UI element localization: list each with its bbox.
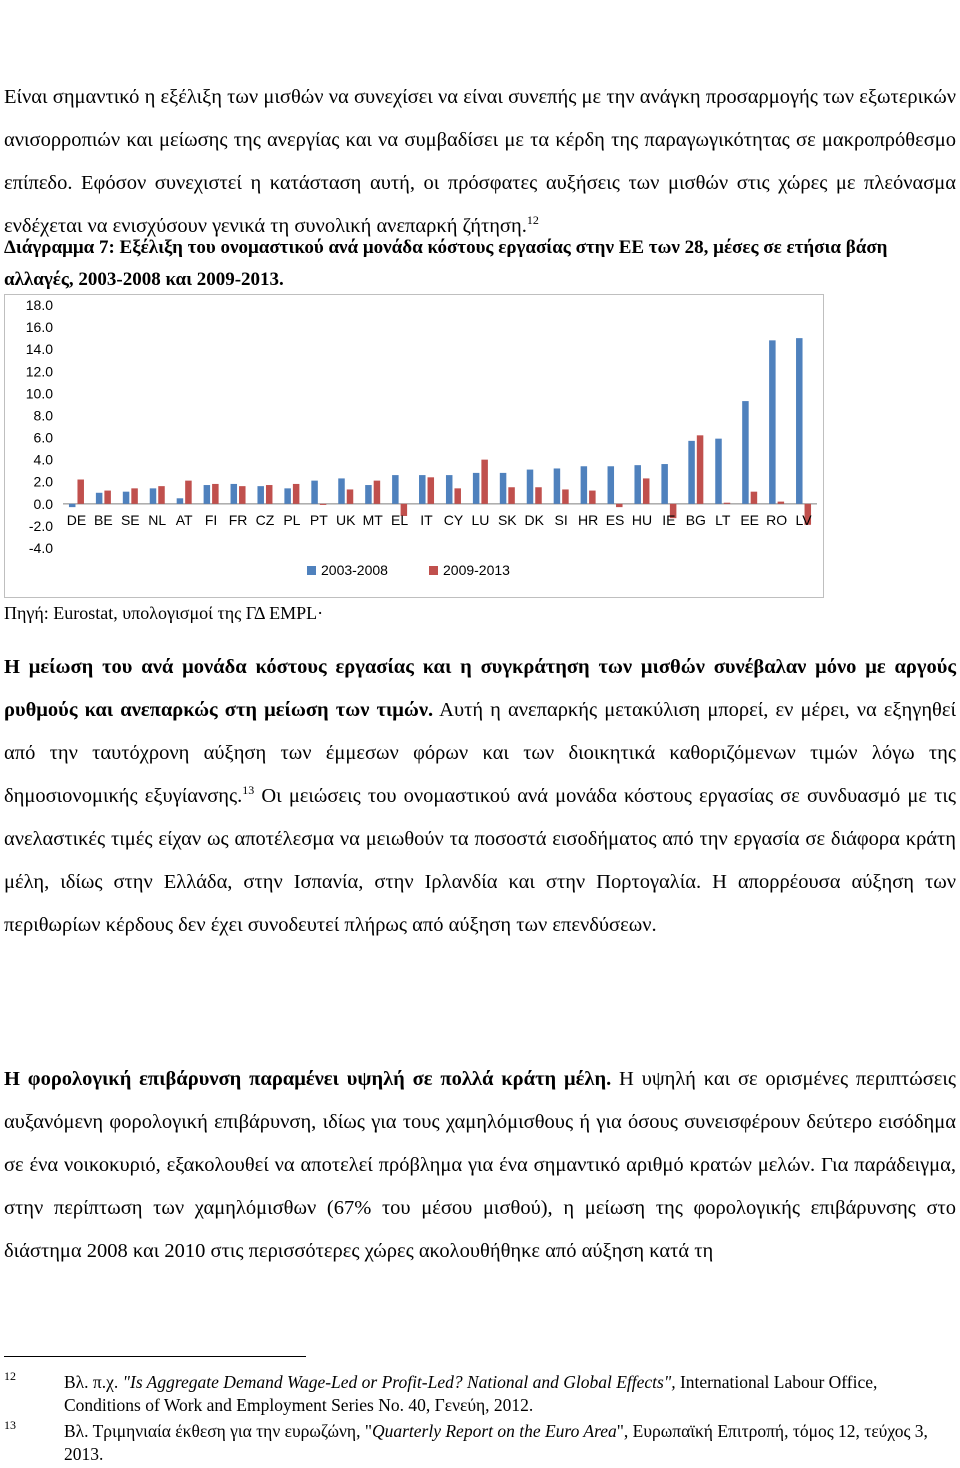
tax-burden-paragraph [4,1058,956,1273]
x-tick-label: PL [283,511,301,528]
bar-ro-2003-2008 [769,340,776,503]
y-tick-label: 16.0 [25,319,53,336]
footnote-text-a: Βλ. π.χ. [64,1372,123,1392]
x-tick-label: CZ [255,511,275,528]
bar-si-2009-2013 [562,489,569,503]
x-tick-label: CY [443,511,464,528]
y-tick-label: 0.0 [33,495,53,512]
bar-be-2009-2013 [104,491,111,504]
bar-bg-2009-2013 [697,435,704,503]
x-tick-label: SE [120,511,140,528]
footnote-number: 13 [4,1418,16,1432]
bar-hr-2009-2013 [589,491,596,504]
y-tick-label: 12.0 [25,363,53,380]
bar-fr-2003-2008 [231,484,238,504]
x-tick-label: SI [554,511,568,528]
bar-chart [5,295,823,597]
y-tick-label: 6.0 [33,429,53,446]
x-tick-label: IE [662,511,676,528]
y-tick-label: 18.0 [25,297,53,313]
x-tick-label: PT [309,511,328,528]
labour-cost-lead: Η μείωση του ανά μονάδα κόστους εργασίας και η συγκράτηση των μισθών συνέβαλαν μόνο με αργούς ρυθμούς και ανεπαρκώς στη μείωση των τιμών. [4,656,956,721]
footnote-12 [4,1371,956,1417]
chart-source: Πηγή: Eurostat, υπολογισμοί της ΓΔ EMPL· [4,603,324,623]
x-tick-label: HR [577,511,599,528]
x-tick-label: BE [94,511,113,528]
x-tick-label: UK [336,511,356,528]
legend-label: 2003-2008 [321,562,388,578]
bar-fi-2009-2013 [212,484,219,504]
bar-cz-2009-2013 [266,485,273,504]
bar-cy-2003-2008 [446,475,453,504]
x-tick-label: LT [715,511,731,528]
bar-lu-2009-2013 [481,460,488,504]
footnote-title: Quarterly Report on the Euro Area [371,1421,617,1441]
x-tick-label: EL [391,511,409,528]
bar-hu-2009-2013 [643,478,650,503]
chart-caption: Διάγραμμα 7: Εξέλιξη του ονομαστικού ανά μονάδα κόστους εργασίας στην ΕΕ των 28, μέσες σε ετήσια βάση αλλαγές, 2003-2008 και 2009-2013. [4,237,888,290]
tax-burden-lead: Η φορολογική επιβάρυνση παραμένει υψηλή σε πολλά κράτη μέλη. [4,1068,612,1090]
footnote-text-a: Βλ. Τριμηνιαία έκθεση για την ευρωζώνη, " [64,1421,372,1441]
tax-burden-text: Η υψηλή και σε ορισμένες περιπτώσεις αυξανόμενη φορολογική επιβάρυνση, ιδίως για τους χαμηλόμισθους ή για όσους συνεισφέρουν δεύτερο εισόδημα σε ένα νοικοκυριό, εξακολουθεί να αποτελεί πρόβλημα για ένα σημαντικό αριθμό κρατών μελών. Για παράδειγμα, στην περίπτωση των χαμηλόμισθων (67% του μέσου μισθού), η μείωση της φορολογικής επιβάρυνσης στο διάστημα 2008 και 2010 στις περισσότερες χώρες ακολουθήθηκε από αύξηση κατά τη [4,1068,956,1262]
bar-se-2003-2008 [123,492,130,504]
labour-cost-paragraph [4,646,956,947]
bar-ee-2009-2013 [751,492,758,504]
bar-nl-2009-2013 [158,486,165,504]
x-tick-label: NL [148,511,167,528]
x-tick-label: LU [471,511,490,528]
bar-es-2003-2008 [608,466,615,504]
bar-lt-2003-2008 [715,439,722,504]
chart-frame [4,294,824,598]
footnote-number: 12 [4,1369,16,1383]
bar-ee-2003-2008 [742,401,749,504]
bar-se-2009-2013 [131,488,138,503]
y-tick-label: 14.0 [25,341,53,358]
bar-uk-2003-2008 [338,478,345,503]
bar-fr-2009-2013 [239,486,246,504]
x-tick-label: DE [66,511,87,528]
x-tick-label: SK [497,511,517,528]
y-tick-label: 10.0 [25,385,53,402]
bar-nl-2003-2008 [150,488,157,503]
bar-lu-2003-2008 [473,473,480,504]
footnote-text-c: International Labour Office, Conditions of Work and Employment Series No. 40, Γενεύη, 2012. [64,1372,878,1415]
x-tick-label: LV [795,511,812,528]
bar-cy-2009-2013 [454,488,461,503]
bar-pt-2009-2013 [320,504,327,505]
bar-bg-2003-2008 [688,441,695,504]
bar-ie-2003-2008 [661,464,668,504]
footnote-13 [4,1420,956,1466]
legend-label: 2009-2013 [443,562,510,578]
bar-it-2009-2013 [428,477,435,504]
bar-uk-2009-2013 [347,489,354,503]
y-tick-label: 8.0 [33,407,53,424]
bar-de-2009-2013 [77,480,84,504]
bar-hu-2003-2008 [634,465,641,504]
bar-si-2003-2008 [554,468,561,503]
bar-dk-2003-2008 [527,470,534,504]
bar-cz-2003-2008 [257,486,264,504]
intro-paragraph [4,76,956,248]
y-tick-label: 2.0 [33,473,53,490]
footnote-text-c: ", Ευρωπαϊκή Επιτροπή, τόμος 12, τεύχος 3, 2013. [64,1421,928,1464]
bar-pl-2003-2008 [284,488,291,503]
bar-mt-2003-2008 [365,485,372,504]
bar-ro-2009-2013 [778,502,785,504]
x-tick-label: DK [524,511,544,528]
intro-text: Είναι σημαντικό η εξέλιξη των μισθών να συνεχίσει να είναι συνεπής με την ανάγκη προσαρμογής των εξωτερικών ανισορροπιών και μείωσης της ανεργίας και να συμβαδίσει με τα κέρδη της παραγωγικότητας σε μακροπρόθεσμο επίπεδο. Εφόσον συνεχιστεί η κατάσταση αυτή, οι πρόσφατες αυξήσεις των μισθών στις χώρες με πλεόνασμα ενδέχεται να ενισχύσουν γενικά τη συνολική ανεπαρκή ζήτηση. [4,86,956,237]
legend-swatch [307,566,316,575]
bar-fi-2003-2008 [204,485,211,504]
bar-sk-2009-2013 [508,487,514,504]
bar-es-2009-2013 [616,504,623,507]
bar-mt-2009-2013 [374,481,381,504]
bar-pl-2009-2013 [293,484,300,504]
footnote-divider [4,1356,306,1357]
x-tick-label: RO [766,511,788,528]
bar-pt-2003-2008 [311,481,318,504]
x-tick-label: IT [420,511,433,528]
x-tick-label: ES [605,511,625,528]
bar-de-2003-2008 [69,504,76,507]
bar-el-2003-2008 [392,475,399,504]
bar-at-2009-2013 [185,481,192,504]
bar-sk-2003-2008 [500,473,507,504]
labour-cost-text-a: Αυτή η ανεπαρκής μετακύλιση μπορεί, εν μέρει, να εξηγηθεί από την ταυτόχρονη αύξηση των έμμεσων φόρων και των διοικητικά καθοριζόμενων τιμών λόγω της δημοσιονομικής εξυγίανσης. [4,699,956,807]
x-tick-label: EE [740,511,760,528]
bar-be-2003-2008 [96,493,103,504]
bar-dk-2009-2013 [535,487,542,504]
bar-it-2003-2008 [419,475,426,504]
x-tick-label: FR [228,511,248,528]
footnote-ref-13[interactable]: 13 [242,783,255,798]
labour-cost-text-b: Οι μειώσεις του ονομαστικού ανά μονάδα κόστους εργασίας σε συνδυασμό με τις ανελαστικές τιμές είχαν ως αποτέλεσμα να μειωθούν τα ποσοστά εισοδήματος από την εργασία σε διάφορα κράτη μέλη, ιδίως στην Ελλάδα, στην Ισπανία, στην Ιρλανδία και στην Πορτογαλία. Η απορρέουσα αύξηση των περιθωρίων κέρδους δεν έχει συνοδευτεί πλήρως από αύξηση των επενδύσεων. [4,785,956,936]
footnote-ref-12[interactable]: 12 [526,213,539,228]
bar-hr-2003-2008 [581,466,588,504]
bar-at-2003-2008 [177,498,184,504]
footnote-text [64,1371,956,1417]
y-tick-label: 4.0 [33,451,53,468]
legend-swatch [429,566,438,575]
x-tick-label: HU [631,511,653,528]
y-tick-label: -4.0 [28,540,53,556]
x-tick-label: AT [175,511,193,528]
footnote-text [64,1420,956,1466]
x-tick-label: FI [204,511,218,528]
y-tick-label: -2.0 [28,517,53,534]
bar-lt-2009-2013 [724,503,731,504]
x-tick-label: MT [362,511,383,528]
x-tick-label: BG [685,511,706,528]
bar-lv-2003-2008 [796,338,803,504]
footnote-title: "Is Aggregate Demand Wage-Led or Profit-Led? National and Global Effects", [122,1372,676,1392]
